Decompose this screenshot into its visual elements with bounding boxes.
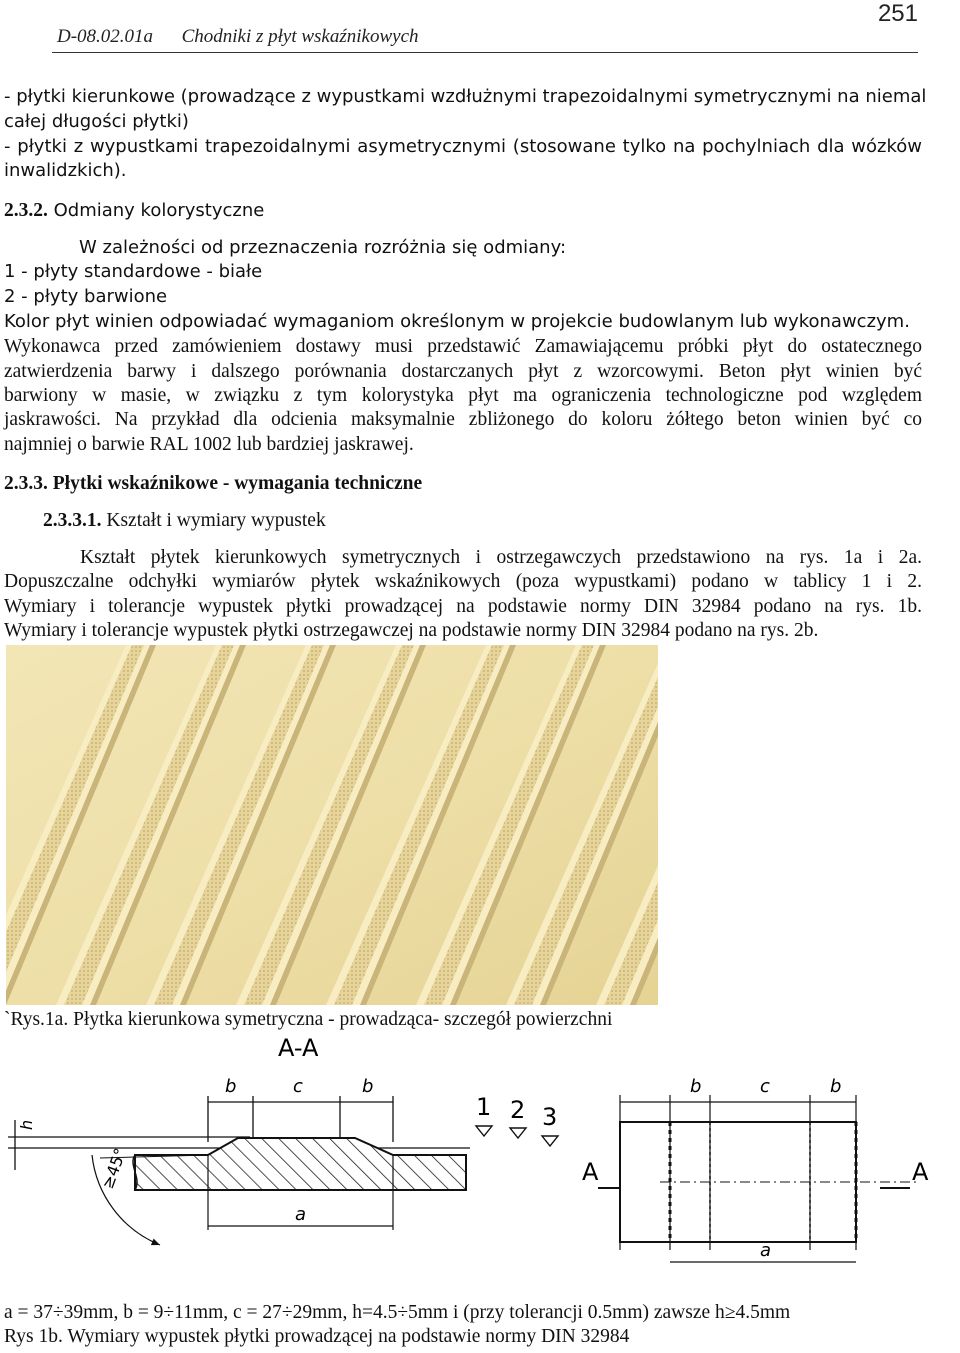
shape-line-4: Wymiary i tolerancje wypustek płytki ostrzegawczej na podstawie normy DIN 32984 podano na rys. 2b.	[4, 620, 819, 641]
intro-line-3: - płytki z wypustkami trapezoidalnymi asymetrycznymi (stosowane tylko na pochylniach dla wózków	[4, 136, 922, 157]
dimensions-min: 4.5mm	[735, 1302, 791, 1323]
dim-h: h	[17, 1119, 36, 1130]
variant-item-1: 1 - płyty standardowe - białe	[4, 261, 263, 282]
header-divider	[52, 52, 918, 53]
plan-dim-b-left: b	[690, 1076, 702, 1097]
plan-dim-a: a	[760, 1240, 772, 1261]
dim-c-left: c	[293, 1076, 303, 1097]
section-233-number: 2.3.3.	[4, 473, 48, 494]
document-code: D-08.02.01a	[57, 26, 154, 47]
plan-dim-c: c	[760, 1076, 770, 1097]
ridge-dimension-drawing	[0, 1030, 960, 1290]
intro-line-4: inwalidzkich).	[4, 160, 127, 181]
section-label: A-A	[278, 1034, 319, 1062]
dimensions-line	[4, 1302, 790, 1324]
color-paragraph-line-3: zatwierdzenia barwy i dalszego porównania dostarczanych płyt z wzorcowymi. Beton płyt winien być	[4, 361, 922, 382]
section-2331-number: 2.3.3.1.	[43, 510, 102, 531]
running-header	[57, 26, 419, 48]
greater-equal-symbol: ≥	[724, 1302, 736, 1323]
reference-2: 2	[510, 1096, 526, 1124]
color-paragraph-line-4: barwiony w masie, w związku z tym kolorystyka płyt ma ograniczenia technologiczne pod względem	[4, 385, 922, 406]
variant-item-2: 2 - płyty barwione	[4, 286, 168, 307]
section-232-number: 2.3.2.	[4, 200, 48, 221]
color-paragraph-line-1: Kolor płyt winien odpowiadać wymaganiom określonym w projekcie budowlanym lub wykonawczym.	[4, 311, 910, 332]
section-232-heading	[4, 200, 264, 222]
figure-1a-caption: `Rys.1a. Płytka kierunkowa symetryczna - prowadząca- szczegół powierzchni	[4, 1009, 613, 1030]
angle-label: ≥45°	[97, 1145, 131, 1192]
tile-surface-photo	[6, 645, 658, 1005]
section-2331-heading	[43, 510, 326, 532]
cut-label-left: A	[582, 1158, 599, 1186]
section-2331-title: Kształt i wymiary wypustek	[106, 510, 326, 531]
section-233-title: Płytki wskaźnikowe - wymagania techniczne	[52, 473, 423, 494]
section-232-lead: W zależności od przeznaczenia rozróżnia się odmiany:	[79, 237, 567, 258]
plan-dim-b-right: b	[830, 1076, 842, 1097]
reference-1: 1	[476, 1093, 492, 1121]
page-number: 251	[877, 0, 918, 27]
reference-3: 3	[542, 1103, 558, 1131]
section-233-heading	[4, 473, 422, 495]
section-232-title: Odmiany kolorystyczne	[53, 200, 265, 221]
color-paragraph-line-2: Wykonawca przed zamówieniem dostawy musi przedstawić Zamawiającemu próbki płyt do ostatecznego	[4, 336, 922, 357]
shape-line-2: Dopuszczalne odchyłki wymiarów płytek wskaźnikowych (poza wypustkami) podano w tablicy 1 i 2.	[4, 571, 922, 592]
shape-line-1: Kształt płytek kierunkowych symetrycznych i ostrzegawczych przedstawiono na rys. 1a i 2a.	[80, 547, 922, 568]
color-paragraph-line-6: najmniej o barwie RAL 1002 lub bardziej jaskrawej.	[4, 434, 414, 455]
dim-a-left: a	[295, 1204, 307, 1225]
document-title: Chodniki z płyt wskaźnikowych	[181, 26, 419, 47]
intro-line-2: całej długości płytki)	[4, 111, 189, 132]
dimensions-text: a = 37÷39mm, b = 9÷11mm, c = 27÷29mm, h=4.5÷5mm i (przy tolerancji 0.5mm) zawsze h	[4, 1302, 725, 1323]
cut-label-right: A	[912, 1158, 929, 1186]
dim-b-left: b	[225, 1076, 237, 1097]
figure-1b-caption: Rys 1b. Wymiary wypustek płytki prowadzącej na podstawie normy DIN 32984	[4, 1326, 630, 1347]
intro-line-1: - płytki kierunkowe (prowadzące z wypustkami wzdłużnymi trapezoidalnymi symetrycznymi na niemal	[4, 86, 927, 107]
shape-line-3: Wymiary i tolerancje wypustek płytki prowadzącej na podstawie normy DIN 32984 podano na rys. 1b.	[4, 596, 922, 617]
color-paragraph-line-5: jaskrawości. Na przykład dla odcienia maksymalnie zbliżonego do koloru żółtego beton winien być co	[4, 409, 922, 430]
dim-b-right: b	[362, 1076, 374, 1097]
